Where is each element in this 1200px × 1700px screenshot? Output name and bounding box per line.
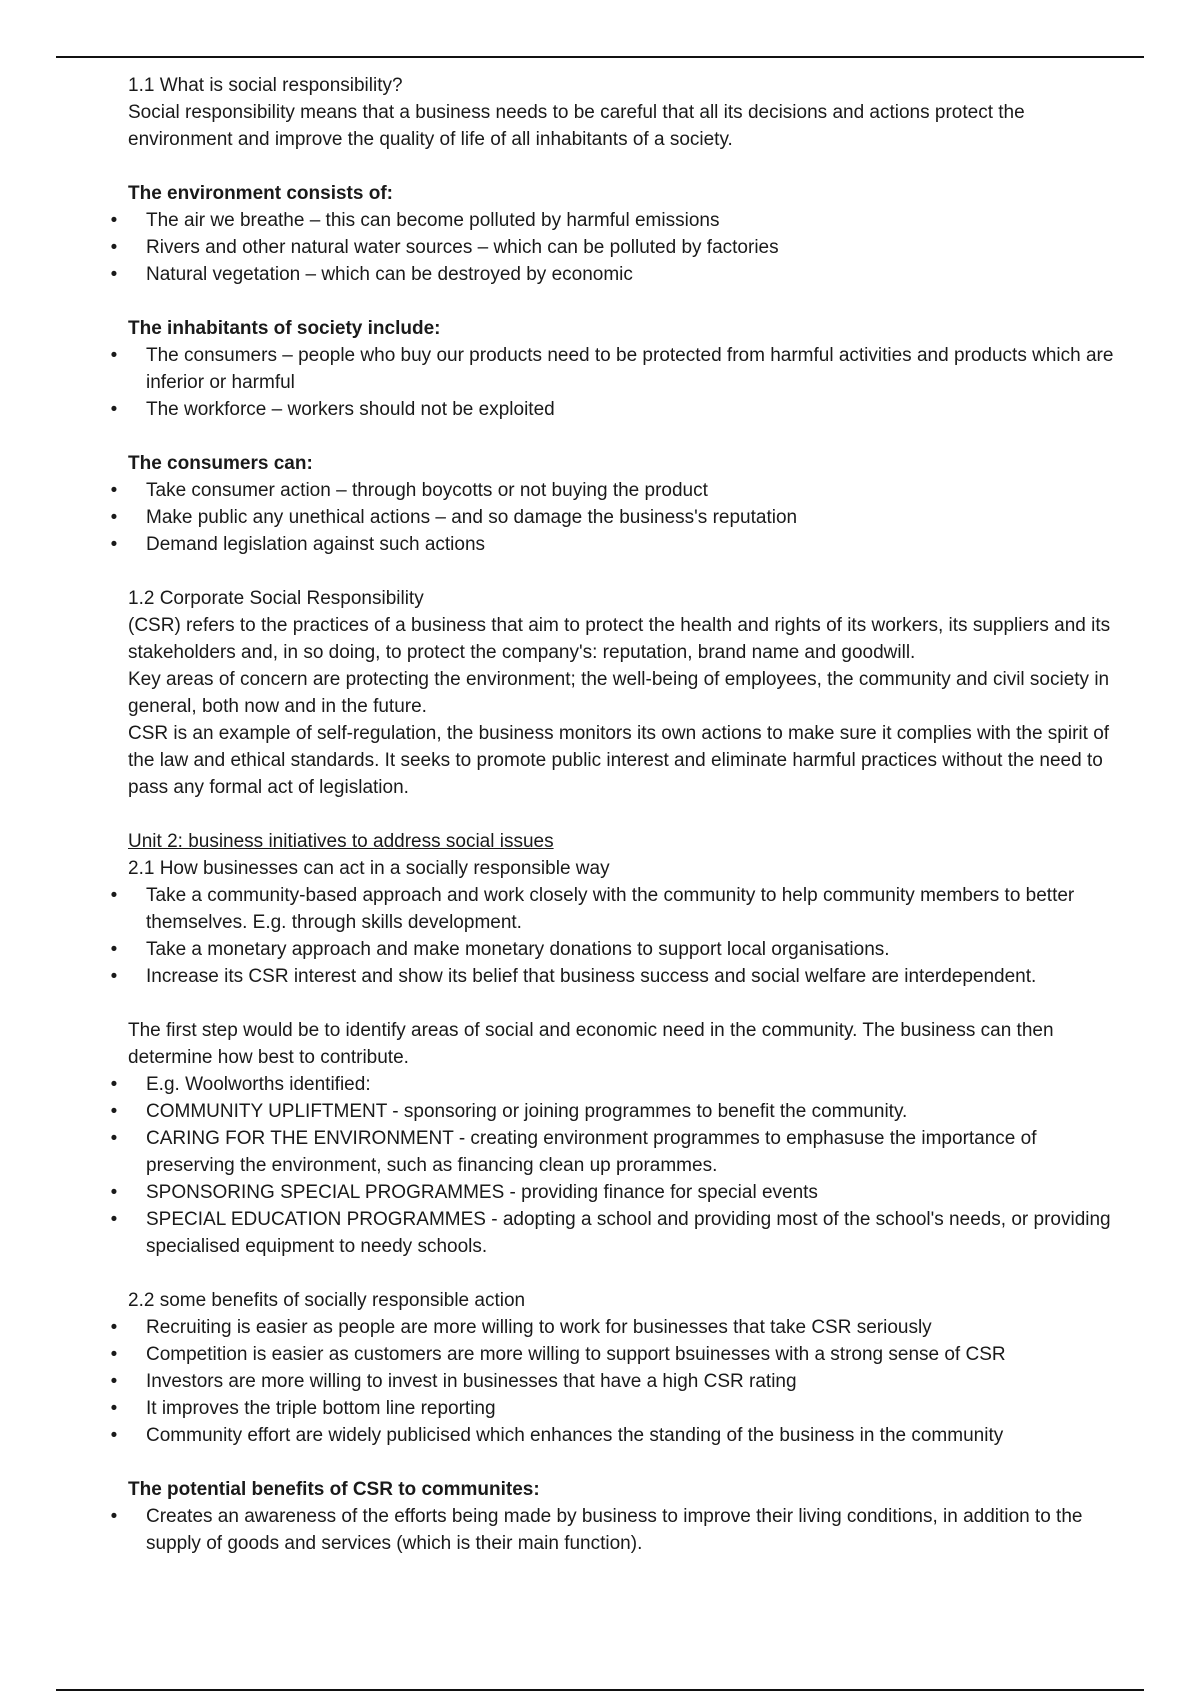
bullet-icon: • <box>110 1506 118 1527</box>
paragraph: Key areas of concern are protecting the environment; the well-being of employees, the community and civil society in general, both now and in the future. <box>128 669 1110 717</box>
paragraph: (CSR) refers to the practices of a business that aim to protect the health and rights of its workers, its suppliers and its stakeholders and, in so doing, to protect the company's: reputation, brand name and goodwill. <box>128 615 1111 663</box>
bullet-icon: • <box>110 345 118 366</box>
list-item: • It improves the triple bottom line reporting <box>128 1395 1128 1422</box>
list-item: • Creates an awareness of the efforts being made by business to improve their living conditions, in addition to the supply of goods and services (which is their main function). <box>128 1503 1128 1557</box>
bullet-icon: • <box>110 1209 118 1230</box>
bullet-icon: • <box>110 237 118 258</box>
list-item: • The consumers – people who buy our products need to be protected from harmful activities and products which are inferior or harmful <box>128 342 1128 396</box>
paragraph: CSR is an example of self-regulation, the business monitors its own actions to make sure it complies with the spirit of the law and ethical standards. It seeks to promote public interest and eliminate harmful practices without the need to pass any formal act of legislation. <box>128 723 1110 798</box>
bullet-icon: • <box>110 1074 118 1095</box>
bullet-list <box>110 1503 1128 1557</box>
bullet-icon: • <box>110 480 118 501</box>
list-item: • Investors are more willing to invest in businesses that have a high CSR rating <box>128 1368 1128 1395</box>
list-item: • COMMUNITY UPLIFTMENT - sponsoring or joining programmes to benefit the community. <box>128 1098 1128 1125</box>
bullet-icon: • <box>110 1317 118 1338</box>
list-item: • CARING FOR THE ENVIRONMENT - creating environment programmes to emphasuse the importance of preserving the environment, such as financing clean up prorammes. <box>128 1125 1128 1179</box>
list-item: • Demand legislation against such actions <box>128 531 1128 558</box>
list-item: • The air we breathe – this can become polluted by harmful emissions <box>128 207 1128 234</box>
subheading: The consumers can: <box>128 453 313 474</box>
bullet-list <box>110 477 1128 558</box>
bullet-icon: • <box>110 1101 118 1122</box>
bullet-icon: • <box>110 1371 118 1392</box>
subheading: The environment consists of: <box>128 183 393 204</box>
subheading: The inhabitants of society include: <box>128 318 441 339</box>
paragraph: Social responsibility means that a business needs to be careful that all its decisions and actions protect the environment and improve the quality of life of all inhabitants of a society. <box>128 102 1025 150</box>
list-item: • The workforce – workers should not be exploited <box>128 396 1128 423</box>
bullet-icon: • <box>110 534 118 555</box>
unit-title: Unit 2: business initiatives to address social issues <box>128 831 554 852</box>
bullet-icon: • <box>110 939 118 960</box>
document-body <box>110 72 1128 1557</box>
section-heading: 2.1 How businesses can act in a socially responsible way <box>128 858 610 879</box>
list-item: • Competition is easier as customers are more willing to support bsuinesses with a strong sense of CSR <box>128 1341 1128 1368</box>
bullet-icon: • <box>110 1182 118 1203</box>
bullet-icon: • <box>110 1128 118 1149</box>
list-item: • Take consumer action – through boycotts or not buying the product <box>128 477 1128 504</box>
bullet-list <box>110 1071 1128 1260</box>
bullet-icon: • <box>110 966 118 987</box>
bullet-icon: • <box>110 264 118 285</box>
bottom-rule <box>56 1689 1144 1691</box>
list-item: • Take a monetary approach and make monetary donations to support local organisations. <box>128 936 1128 963</box>
list-item: • SPECIAL EDUCATION PROGRAMMES - adopting a school and providing most of the school's needs, or providing specialised equipment to needy schools. <box>128 1206 1128 1260</box>
bullet-icon: • <box>110 1425 118 1446</box>
bullet-icon: • <box>110 885 118 906</box>
section-heading: 1.1 What is social responsibility? <box>128 75 403 96</box>
bullet-icon: • <box>110 1398 118 1419</box>
top-rule <box>56 56 1144 58</box>
list-item: • Rivers and other natural water sources – which can be polluted by factories <box>128 234 1128 261</box>
list-item: • SPONSORING SPECIAL PROGRAMMES - providing finance for special events <box>128 1179 1128 1206</box>
list-item: • Take a community-based approach and work closely with the community to help community members to better themselves. E.g. through skills development. <box>128 882 1128 936</box>
bullet-list <box>110 342 1128 423</box>
bullet-list <box>110 1314 1128 1449</box>
bullet-icon: • <box>110 399 118 420</box>
bullet-icon: • <box>110 210 118 231</box>
bullet-list <box>110 882 1128 990</box>
paragraph: The first step would be to identify areas of social and economic need in the community. The business can then determine how best to contribute. <box>128 1020 1054 1068</box>
list-item: • Community effort are widely publicised which enhances the standing of the business in the community <box>128 1422 1128 1449</box>
bullet-icon: • <box>110 507 118 528</box>
list-item: • Increase its CSR interest and show its belief that business success and social welfare are interdependent. <box>128 963 1128 990</box>
list-item: • Natural vegetation – which can be destroyed by economic <box>128 261 1128 288</box>
list-item: • E.g. Woolworths identified: <box>128 1071 1128 1098</box>
bullet-list <box>110 207 1128 288</box>
subheading: The potential benefits of CSR to communites: <box>128 1479 540 1500</box>
list-item: • Recruiting is easier as people are more willing to work for businesses that take CSR seriously <box>128 1314 1128 1341</box>
list-item: • Make public any unethical actions – and so damage the business's reputation <box>128 504 1128 531</box>
section-heading: 1.2 Corporate Social Responsibility <box>128 588 424 609</box>
section-heading: 2.2 some benefits of socially responsible action <box>128 1290 526 1311</box>
bullet-icon: • <box>110 1344 118 1365</box>
